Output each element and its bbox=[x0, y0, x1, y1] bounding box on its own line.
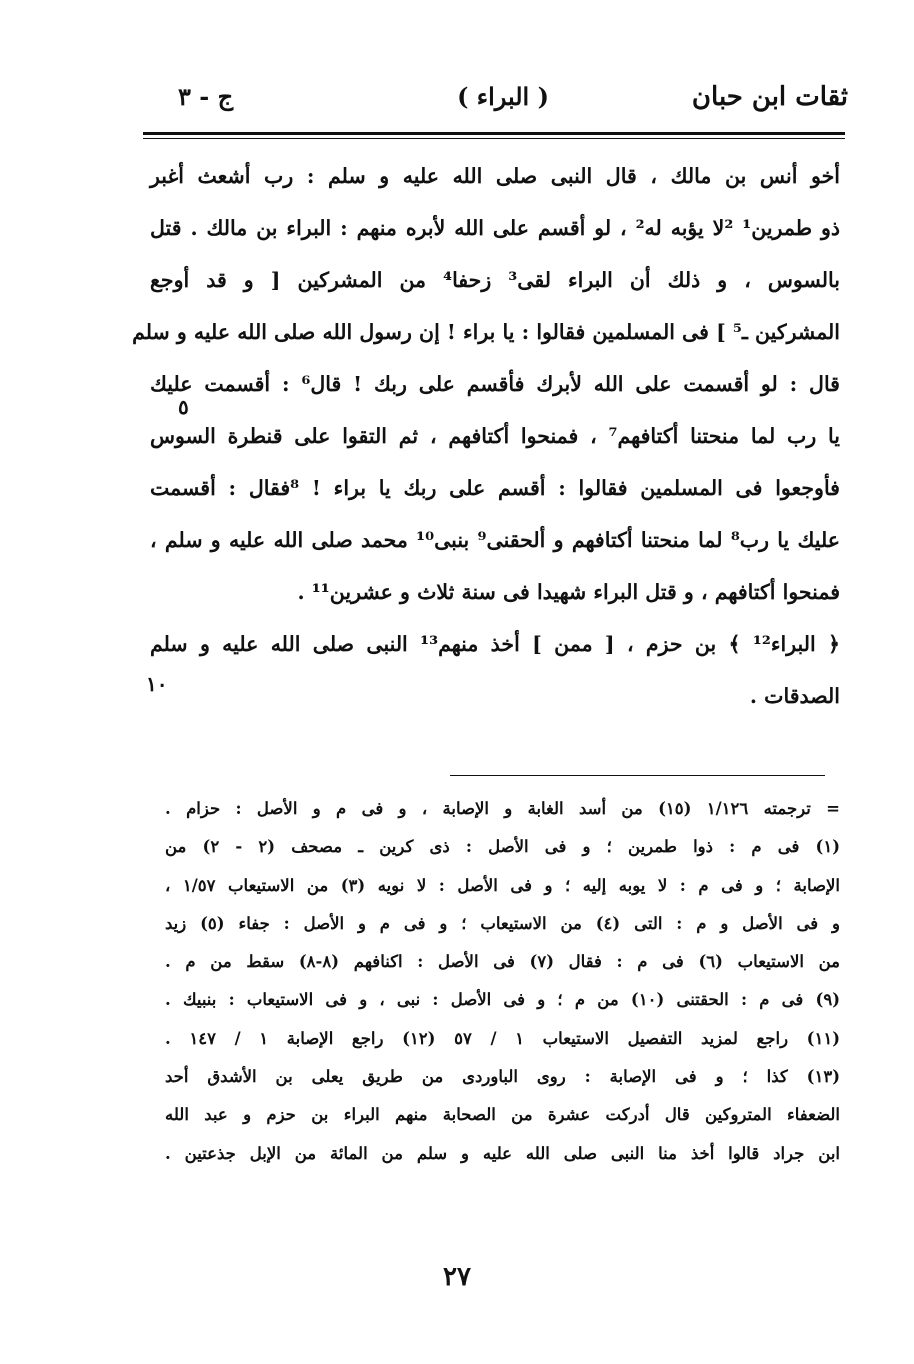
footnote-line: الضعفاء المتروكين قال أدركت عشرة من الصحابة منهم البراء بن حزم و عبد الله bbox=[165, 1105, 840, 1125]
volume-label: ج - ٣ bbox=[178, 82, 234, 111]
text-line: بالسوس ، و ذلك أن البراء لقى³ زحفا⁴ من المشركين [ و قد أوجع bbox=[150, 268, 840, 292]
text-line: قال : لو أقسمت على الله لأبرك فأقسم على ربك ! قال⁶ : أقسمت عليك bbox=[150, 372, 840, 396]
entry-title: ( البراء ) bbox=[457, 82, 549, 111]
book-title: ثقات ابن حبان bbox=[691, 82, 848, 112]
margin-line-number-5: ٥ bbox=[178, 395, 189, 419]
header-rule-thin bbox=[143, 138, 845, 139]
text-line: أخو أنس بن مالك ، قال النبى صلى الله عليه و سلم : رب أشعث أغبر bbox=[150, 164, 840, 188]
text-line: ذو طمرين¹ ²لا يؤبه له² ، لو أقسم على الله لأبره منهم : البراء بن مالك . قتل bbox=[150, 216, 840, 240]
running-header bbox=[148, 78, 848, 126]
margin-line-number-10: ١٠ bbox=[146, 672, 168, 696]
footnote-line: من الاستيعاب (٦) فى م : فقال (٧) فى الأصل : اكنافهم (٨-٨) سقط من م . bbox=[165, 952, 840, 972]
footnote-line: و فى الأصل و م : التى (٤) من الاستيعاب ؛ و فى م و الأصل : جفاء (٥) زيد bbox=[165, 913, 840, 933]
text-line: المشركين ـ⁵ ] فى المسلمين فقالوا : يا براء ! إن رسول الله صلى الله عليه و سلم bbox=[132, 320, 840, 344]
footnotes bbox=[165, 790, 840, 1173]
text-line: عليك يا رب⁸ لما منحتنا أكتافهم و ألحقنى⁹ بنبى¹⁰ محمد صلى الله عليه و سلم ، bbox=[150, 528, 840, 552]
page-number: ٢٧ bbox=[443, 1262, 471, 1292]
footnote-line: الإصابة ؛ و فى م : لا يوبه إليه ؛ و فى الأصل : لا نويه (٣) من الاستيعاب ١/٥٧ ، bbox=[165, 875, 840, 895]
footnote-line: (٩) فى م : الحقتنى (١٠) من م ؛ و فى الأصل : نبى ، و فى الاستيعاب : بنبيك . bbox=[165, 990, 841, 1010]
footnote-separator bbox=[450, 775, 825, 776]
text-line: يا رب لما منحتنا أكتافهم⁷ ، فمنحوا أكتافهم ، ثم التقوا على قنطرة السوس bbox=[150, 424, 840, 448]
footnote-line: ابن جراد قالوا أخذ منا النبى صلى الله عليه و سلم من المائة من الإبل جذعتين . bbox=[165, 1143, 840, 1163]
text-line: الصدقات . bbox=[749, 684, 840, 708]
text-line: ﴿ البراء¹² ﴾ بن حزم ، [ ممن ] أخذ منهم¹³ النبى صلى الله عليه و سلم bbox=[150, 632, 840, 656]
text-line: فأوجعوا فى المسلمين فقالوا : أقسم على ربك يا براء ! ⁸فقال : أقسمت bbox=[150, 476, 840, 500]
footnote-line: (١١) راجع لمزيد التفصيل الاستيعاب ١ / ٥٧ (١٢) راجع الإصابة ١ / ١٤٧ . bbox=[165, 1028, 841, 1048]
main-text bbox=[132, 150, 840, 722]
footnote-line: = ترجمته ١/١٢٦ (١٥) من أسد الغابة و الإصابة ، و فى م و الأصل : حزام . bbox=[165, 799, 840, 818]
footnote-line: (١) فى م : ذوا طمرين ؛ و فى الأصل : ذى كرين ـ مصحف (٢ - ٢) من bbox=[165, 837, 840, 857]
footnote-line: (١٣) كذا ؛ و فى الإصابة : روى الباوردى من طريق يعلى بن الأشدق أحد bbox=[165, 1067, 840, 1087]
header-rule-thick bbox=[143, 132, 845, 135]
text-line: فمنحوا أكتافهم ، و قتل البراء شهيدا فى سنة ثلاث و عشرين¹¹ . bbox=[297, 580, 840, 604]
